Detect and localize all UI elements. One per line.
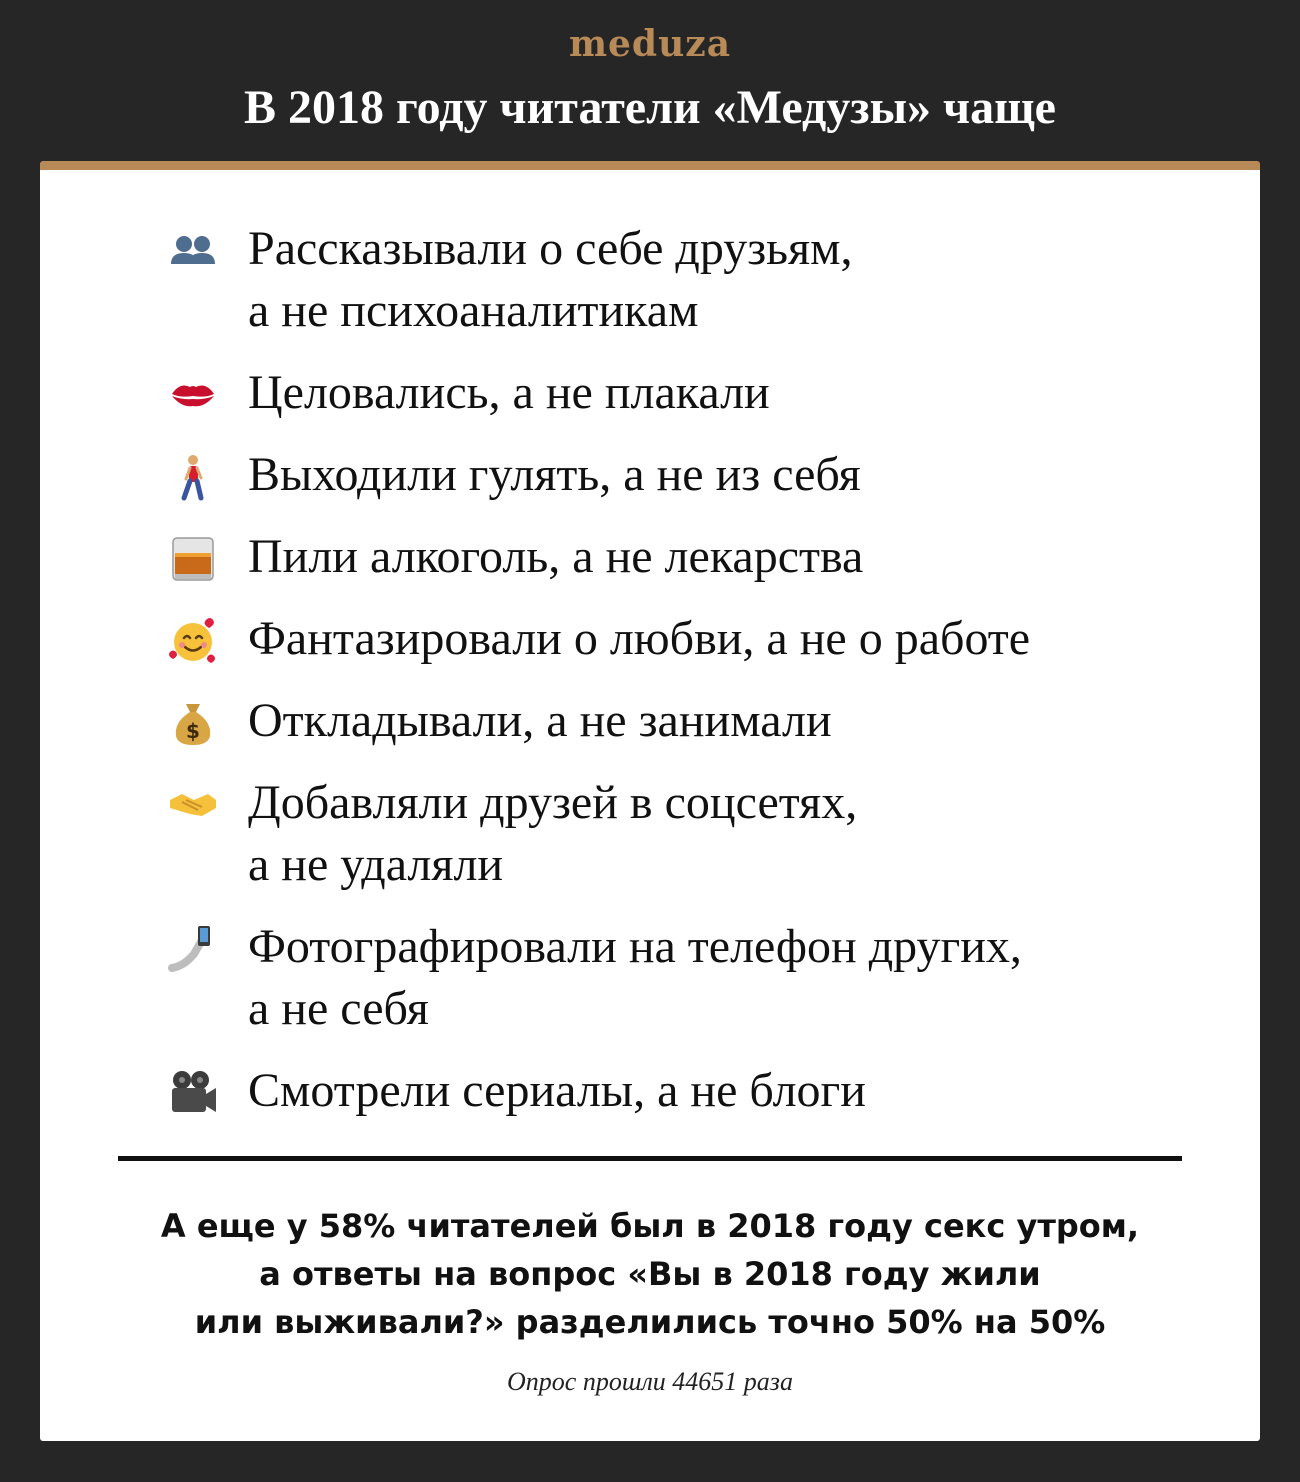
footnote: А еще у 58% читателей был в 2018 году секс утром, а ответы на вопрос «Вы в 2018 году жили или выживали?» разделились точно 50% на 50% bbox=[160, 1207, 1140, 1341]
page-title: В 2018 году читатели «Медузы» чаще bbox=[244, 81, 1056, 134]
survey-note: Опрос прошли 44651 раза bbox=[507, 1367, 793, 1396]
divider bbox=[118, 1156, 1182, 1161]
tumbler-glass-icon bbox=[168, 534, 218, 584]
item-text: Целовались, а не плакали bbox=[248, 366, 770, 419]
content-card bbox=[40, 161, 1260, 1441]
item-text: Откладывали, а не занимали bbox=[248, 694, 832, 747]
item-text: Выходили гулять, а не из себя bbox=[248, 448, 861, 501]
handshake-icon bbox=[168, 780, 218, 830]
svg-text:$: $ bbox=[186, 719, 200, 743]
item-text: Добавляли друзей в соцсетях, а не удаляли bbox=[248, 776, 858, 891]
selfie-icon bbox=[168, 924, 218, 974]
item-text: Пили алкоголь, а не лекарства bbox=[248, 530, 864, 583]
busts-in-silhouette-icon bbox=[168, 226, 218, 276]
item-text: Смотрели сериалы, а не блоги bbox=[248, 1064, 866, 1117]
kiss-mark-icon bbox=[168, 370, 218, 420]
smiling-face-with-hearts-icon bbox=[168, 616, 218, 666]
money-bag-icon bbox=[168, 698, 218, 748]
movie-camera-icon bbox=[168, 1068, 218, 1118]
person-walking-icon bbox=[168, 452, 218, 502]
item-text: Рассказывали о себе друзьям, а не психоаналитикам bbox=[248, 222, 853, 337]
item-text: Фотографировали на телефон других, а не себя bbox=[248, 920, 1022, 1035]
meduza-logo: meduza bbox=[568, 23, 732, 65]
item-text: Фантазировали о любви, а не о работе bbox=[248, 612, 1031, 665]
